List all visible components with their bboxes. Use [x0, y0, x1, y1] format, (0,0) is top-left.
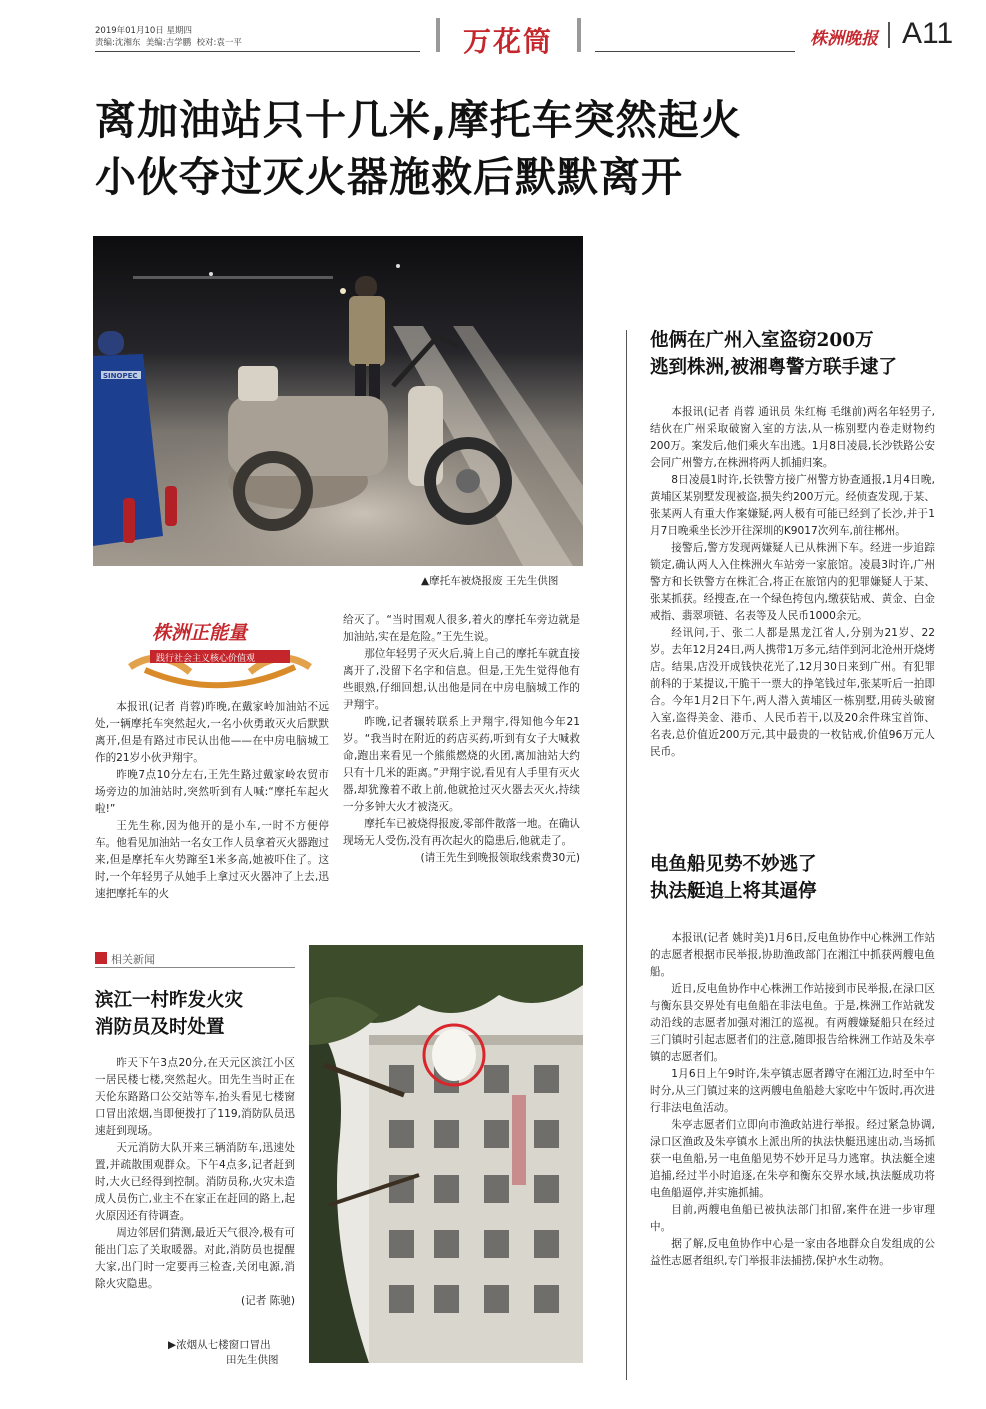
- main-headline: [95, 92, 742, 206]
- main-story-col2: [343, 612, 580, 867]
- guangzhou-headline-line2: 逃到株洲,被湘粤警方联手逮了: [650, 357, 897, 378]
- main-headline-line1: 离加油站只十几米,摩托车突然起火: [95, 96, 742, 144]
- section-bar-left: [436, 18, 440, 52]
- positive-energy-logo: [120, 612, 320, 692]
- fire-caption-line2: 田先生供图: [226, 1354, 279, 1366]
- logo-sub-text: 践行社会主义核心价值观: [156, 654, 256, 664]
- fish-body: [650, 930, 935, 1270]
- editor-line: 责编:沈湘东 美编:吉学鹏 校对:袁一平: [95, 38, 242, 48]
- tag-rule: [95, 967, 295, 968]
- paragraph: 朱亭志愿者们立即向市渔政站进行举报。经过紧急协调,渌口区渔政及朱亭镇水上派出所的执法快艇迅速出动,当场抓获一电鱼船,另一电鱼船见势不妙开足马力逃窜。执法艇全速追捕,经过半小时追逐,在朱亭和衡东交界水域,执法艇成功将电鱼船逼停,并实施抓捕。: [650, 1119, 935, 1199]
- header-meta: [95, 25, 242, 49]
- fire-photo-caption: [168, 1338, 298, 1368]
- paragraph: 目前,两艘电鱼船已被执法部门扣留,案件在进一步审理中。: [650, 1204, 935, 1233]
- fire-building-photo: [309, 945, 583, 1363]
- fire-byline: (记者 陈驰): [240, 1295, 295, 1307]
- guangzhou-headline: [650, 327, 950, 381]
- paragraph: 8日凌晨1时许,长铁警方接广州警方协查通报,1月4日晚,黄埔区某别墅发现被盗,损失约200万元。经侦查发现,于某、张某两人有重大作案嫌疑,两人极有可能已经到了长沙,并于1月7日晚乘坐长沙开往深圳的K9017次列车,前往郴州。: [650, 474, 935, 537]
- section-bar-right: [577, 18, 581, 52]
- related-news-tag: [95, 950, 295, 970]
- main-headline-line2: 小伙夺过灭火器施救后默默离开: [95, 153, 683, 201]
- guangzhou-headline-line1: 他俩在广州入室盗窃200万: [650, 330, 874, 351]
- date-line: 2019年01月10日 星期四: [95, 26, 192, 36]
- header-rule-left: [95, 51, 420, 52]
- paragraph: 1月6日上午9时许,朱亭镇志愿者蹲守在湘江边,时至中午时分,从三门镇过来的这两艘电鱼船趁大家吃中午饭时,再次进行非法电鱼活动。: [650, 1068, 935, 1114]
- guangzhou-body: [650, 404, 935, 761]
- page-divider: [888, 22, 890, 48]
- brand-logo: 株洲晚报: [810, 29, 878, 49]
- fire-headline: [95, 987, 315, 1041]
- sinopec-label: SINOPEC: [103, 372, 138, 380]
- paragraph: 接警后,警方发现两嫌疑人已从株洲下车。经进一步追踪锁定,确认两人入住株洲火车站旁一家旅馆。凌晨3时许,广州警方和长铁警方在株汇合,将正在旅馆内的犯罪嫌疑人于某、张某抓获。经搜查,在一个绿色挎包内,缴获钻戒、黄金、白金戒指、翡翠项链、名表等及人民币1000余元。: [650, 542, 935, 622]
- column-divider: [626, 330, 627, 1380]
- logo-main-text: 株洲正能量: [152, 622, 248, 644]
- section-title: 万花筒: [463, 25, 554, 58]
- paragraph: 昨晚,记者辗转联系上尹翔宇,得知他今年21岁。“我当时在附近的药店买药,听到有女子大喊救命,跑出来看见一个熊熊燃烧的火团,离加油站大约只有十几米的距离。”尹翔宇说,看见有人手里有灭火器,却犹豫着不敢上前,他就抢过灭火器去灭火,持续一分多钟大火才被浇灭。: [343, 716, 580, 813]
- fire-body: [95, 1055, 295, 1310]
- paragraph: 本报讯(记者 肖蓉 通讯员 朱红梅 毛继前)两名年轻男子,结伙在广州采取破窗入室的方法,从一栋别墅内卷走财物约200万。案发后,他们乘火车出逃。1月8日凌晨,长沙铁路公安会同广州警方,在株洲将两人抓捕归案。: [650, 406, 935, 469]
- paragraph: 摩托车已被烧得报废,零部件散落一地。在确认现场无人受伤,没有再次起火的隐患后,他就走了。: [343, 818, 580, 847]
- paragraph: 那位年轻男子灭火后,骑上自己的摩托车就直接离开了,没留下名字和信息。但是,王先生觉得他有些眼熟,仔细回想,认出他是同在中房电脑城工作的尹翔宇。: [343, 648, 580, 711]
- paragraph: 给灭了。“当时围观人很多,着火的摩托车旁边就是加油站,实在是危险。”王先生说。: [343, 614, 580, 643]
- related-news-label: 相关新闻: [111, 953, 155, 966]
- paragraph: 据了解,反电鱼协作中心是一家由各地群众自发组成的公益性志愿者组织,专门举报非法捕捞,保护水生动物。: [650, 1238, 935, 1267]
- header-rule-right: [595, 51, 795, 52]
- motorcycle-photo: [93, 236, 583, 566]
- fire-headline-line1: 滨江一村昨发火灾: [95, 990, 244, 1011]
- paragraph: 近日,反电鱼协作中心株洲工作站接到市民举报,在渌口区与衡东县交界处有电鱼船在非法电鱼。于是,株洲工作站就发动沿线的志愿者加强对湘江的巡视。有两艘嫌疑船只在经过三门镇时引起志愿者们的注意,随即报告给株洲工作站及朱亭镇的志愿者们。: [650, 983, 935, 1063]
- main-story-col1: [95, 699, 329, 903]
- paragraph: 昨晚7点10分左右,王先生路过戴家岭农贸市场旁边的加油站时,突然听到有人喊:“摩托车起火啦!”: [95, 769, 329, 815]
- fish-headline: [650, 851, 950, 905]
- paragraph: 本报讯(记者 姚时美)1月6日,反电鱼协作中心株洲工作站的志愿者根据市民举报,协助渔政部门在湘江中抓获两艘电鱼船。: [650, 932, 935, 978]
- page-number: A11: [902, 17, 954, 50]
- fire-headline-line2: 消防员及时处置: [95, 1017, 225, 1038]
- paragraph: 昨天下午3点20分,在天元区滨江小区一居民楼七楼,突然起火。田先生当时正在天伦东路路口公交站等车,抬头看见七楼窗口冒出浓烟,当即便拨打了119,消防队员迅速赶到现场。: [95, 1057, 295, 1137]
- fire-caption-line1: ▶浓烟从七楼窗口冒出: [168, 1339, 271, 1351]
- paragraph: 王先生称,因为他开的是小车,一时不方便停车。他看见加油站一名女工作人员拿着灭火器跑过来,但是摩托车火势蹿至1米多高,她被吓住了。这时,一个年轻男子从她手上拿过灭火器冲了上去,迅速把摩托车的火: [95, 820, 329, 900]
- paragraph: 经讯问,于、张二人都是黑龙江省人,分别为21岁、22岁。去年12月24日,两人携带1万多元,结伴到河北沧州开烧烤店。结果,店没开成钱快花光了,12月30日来到广州。有犯罪前科的于某提议,干脆干一票大的挣笔钱过年,张某听后一拍即合。今年1月2日下午,两人潜入黄埔区一栋别墅,用砖头破窗入室,盗得美金、港币、人民币若干,以及20余件珠宝首饰、名表,总价值近200万元,其中最贵的一枚钻戒,价值96万元人民币。: [650, 627, 935, 758]
- clue-fee-note: (请王先生到晚报领取线索费30元): [420, 852, 580, 864]
- fish-headline-line2: 执法艇追上将其逼停: [650, 881, 817, 902]
- motorcycle-photo-caption: ▲摩托车被烧报废 王先生供图: [421, 575, 559, 587]
- paragraph: 天元消防大队开来三辆消防车,迅速处置,并疏散围观群众。下午4点多,记者赶到时,大火已经得到控制。消防员称,火灾未造成人员伤亡,业主不在家正在赶回的路上,起火原因还有待调查。: [95, 1142, 295, 1222]
- fish-headline-line1: 电鱼船见势不妙逃了: [650, 854, 817, 875]
- paragraph: 周边邻居们猜测,最近天气很冷,极有可能出门忘了关取暖器。对此,消防员也提醒大家,出门时一定要再三检查,关闭电源,消除火灾隐患。: [95, 1227, 295, 1290]
- tag-arrow-icon: [95, 952, 107, 964]
- paragraph: 本报讯(记者 肖蓉)昨晚,在戴家岭加油站不远处,一辆摩托车突然起火,一名小伙勇敢灭火后默默离开,但是有路过市民认出他——在中房电脑城工作的21岁小伙尹翔宇。: [95, 701, 329, 764]
